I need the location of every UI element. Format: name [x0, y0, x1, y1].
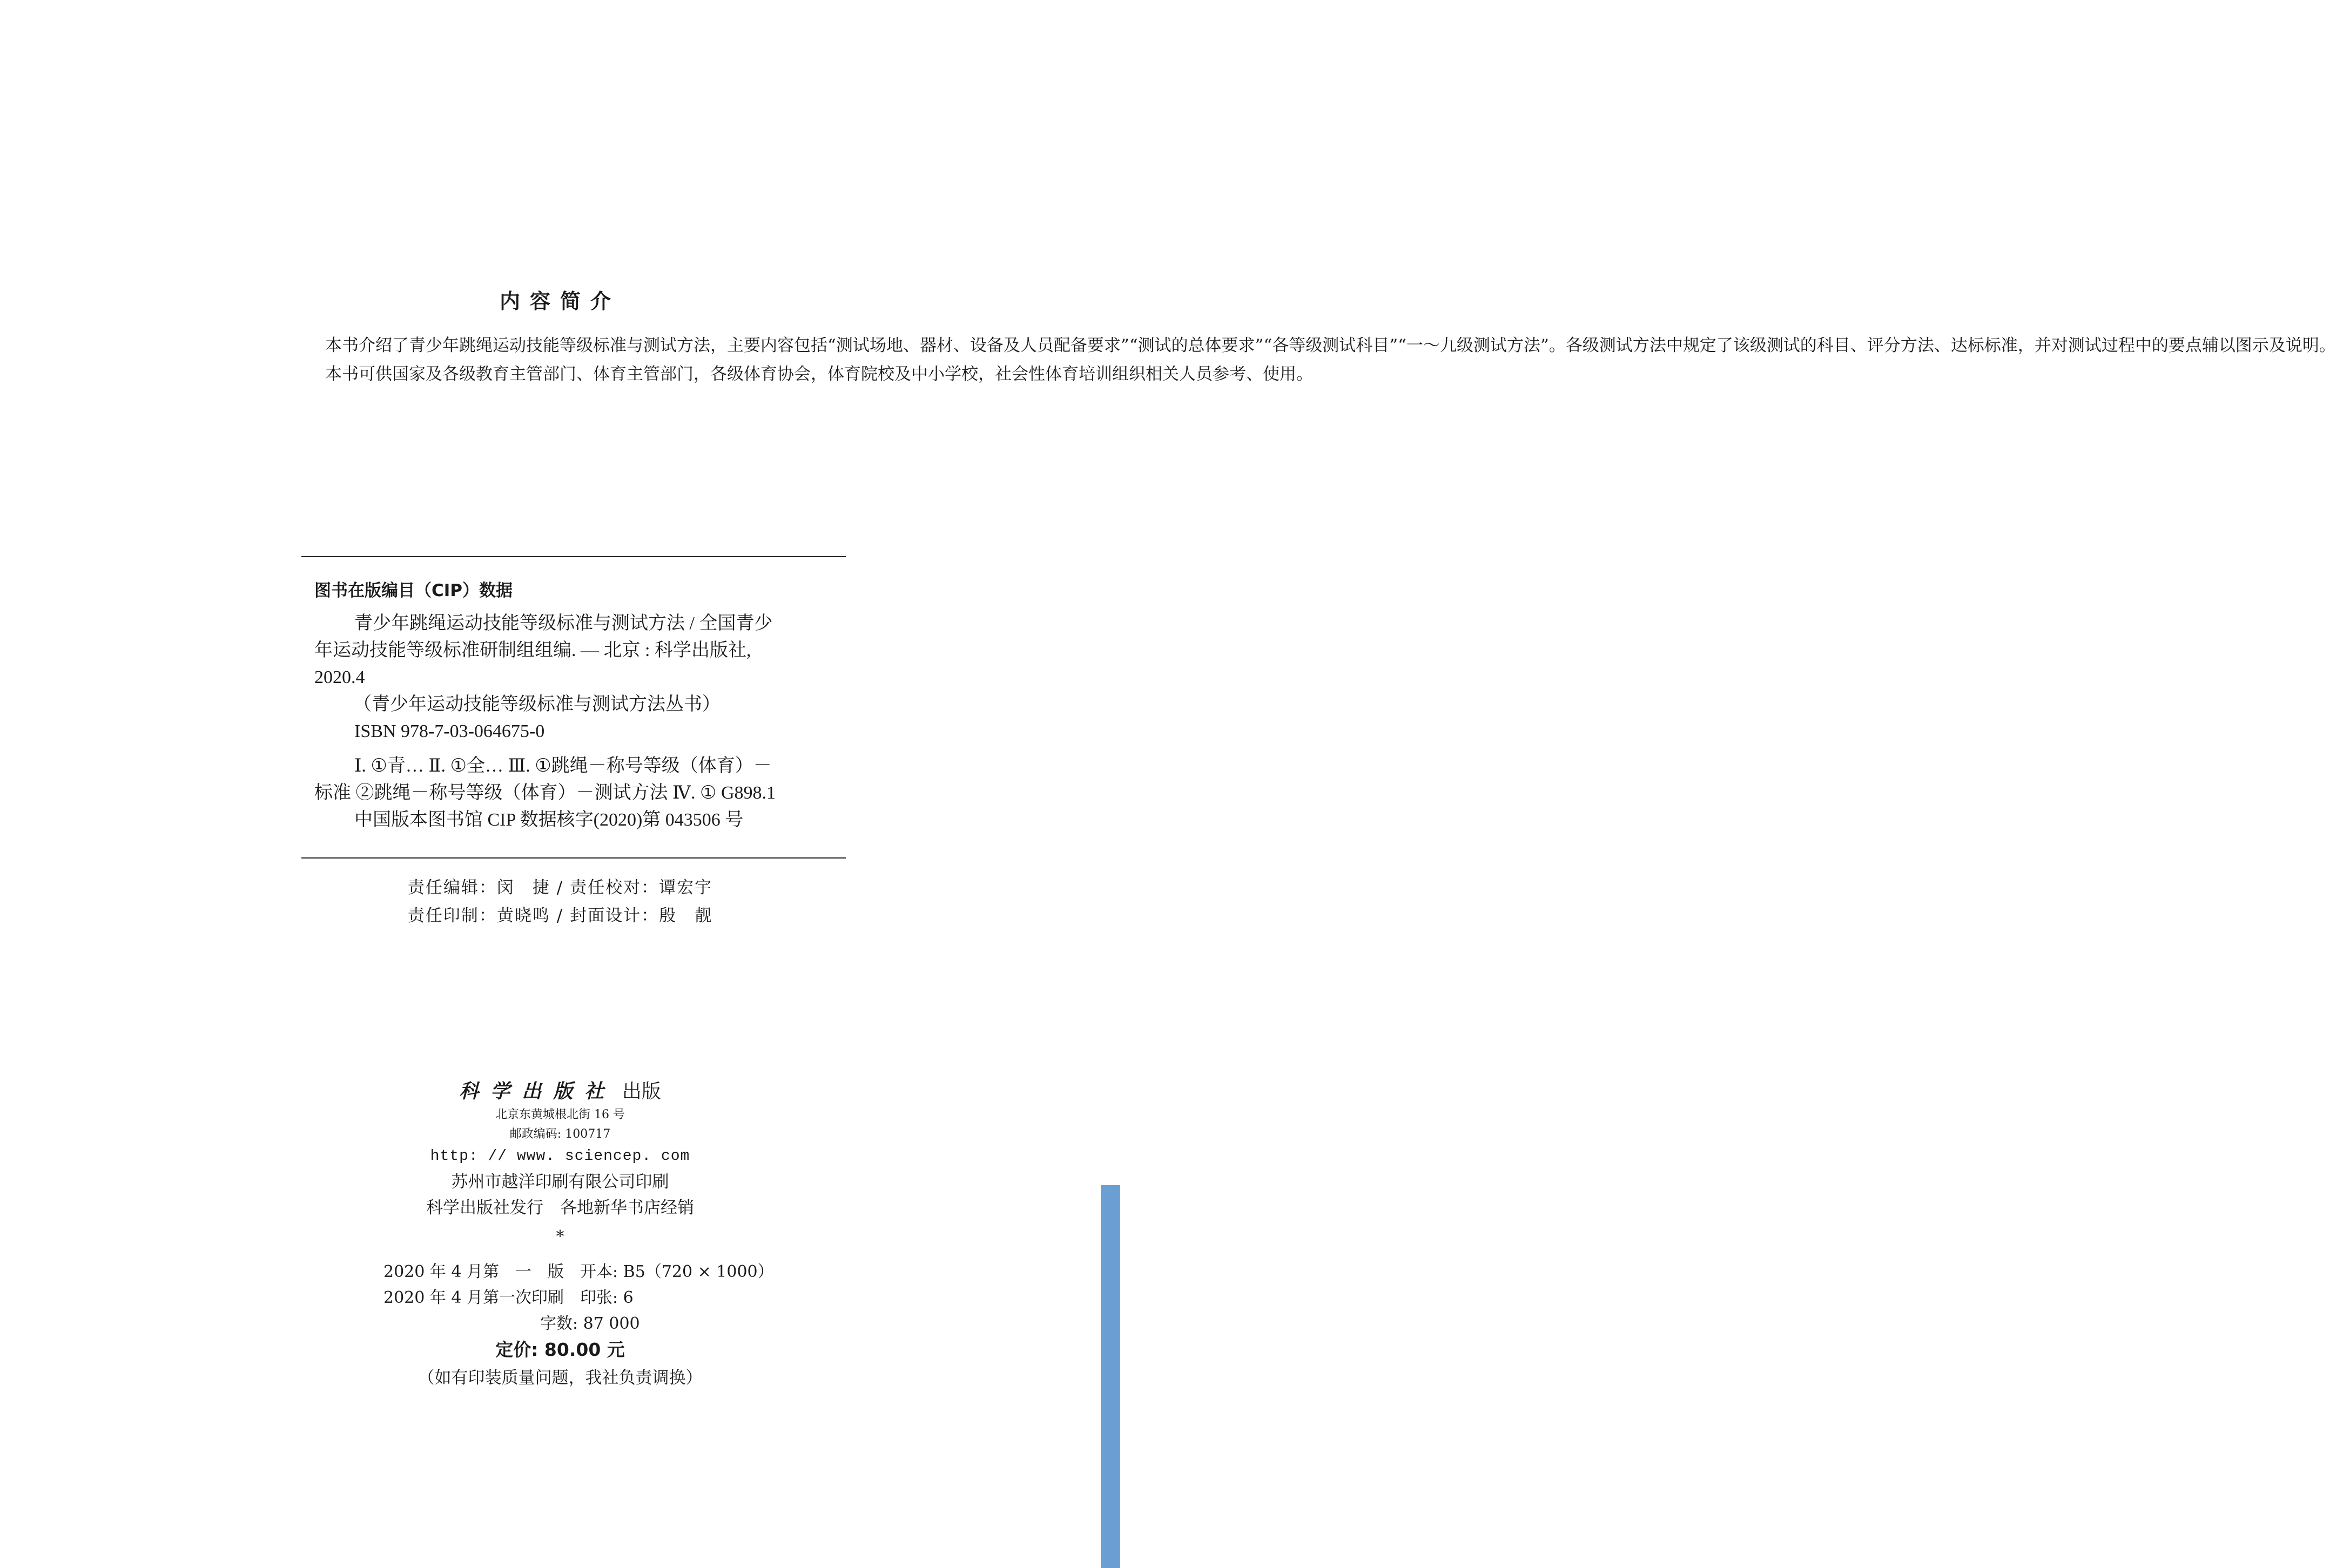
cip-line-7: 标准 ②跳绳－称号等级（体育）－测试方法 Ⅳ. ① G898.1	[314, 783, 776, 803]
cip-line-4: （青少年运动技能等级标准与测试方法丛书）	[353, 694, 721, 714]
cip-top-rule	[301, 556, 846, 557]
intro-paragraph-2: 本书可供国家及各级教育主管部门、体育主管部门，各级体育协会，体育院校及中小学校，社会性体育培训组织相关人员参考、使用。	[325, 364, 1313, 384]
editors-line-1: 责任编辑：闵 捷 / 责任校对：谭宏宇	[407, 878, 713, 897]
price: 定价: 80.00 元	[495, 1339, 625, 1360]
cip-record	[314, 610, 838, 834]
cip-line-6: Ⅰ. ①青… Ⅱ. ①全… Ⅲ. ①跳绳－称号等级（体育）－	[354, 756, 772, 776]
cip-heading: 图书在版编目（CIP）数据	[314, 581, 513, 600]
cip-bottom-rule	[301, 857, 846, 859]
editors-line-2: 责任印制：黄晓鸣 / 封面设计：殷 靓	[407, 906, 713, 925]
publisher-url: http: // www. sciencep. com	[430, 1148, 690, 1165]
cip-isbn: ISBN 978-7-03-064675-0	[354, 721, 545, 741]
publisher-address: 北京东黄城根北街 16 号	[495, 1108, 625, 1121]
distribution-line: 科学出版社发行 各地新华书店经销	[426, 1198, 694, 1218]
publisher-postcode: 邮政编码: 100717	[509, 1127, 611, 1141]
edition-spec: 2020 年 4 月第 一 版 开本: B5（720 × 1000）	[383, 1262, 774, 1281]
cip-line-3: 2020.4	[314, 667, 365, 687]
quality-note: （如有印装质量问题，我社负责调换）	[418, 1368, 703, 1388]
publisher-name: 科学出版社	[459, 1080, 616, 1103]
intro-paragraph-1: 本书介绍了青少年跳绳运动技能等级标准与测试方法，主要内容包括“测试场地、器材、设备及人员配备要求”“测试的总体要求”“各等级测试科目”“一～九级测试方法”。各级测试方法中规定了该级测试的科目、评分方法、达标标准，并对测试过程中的要点辅以图示及说明。	[325, 336, 2336, 355]
cip-line-8: 中国版本图书馆 CIP 数据核字(2020)第 043506 号	[354, 810, 744, 830]
printer-line: 苏州市越洋印刷有限公司印刷	[451, 1172, 669, 1192]
intro-title: 内容简介	[499, 289, 621, 313]
cip-line-2: 年运动技能等级标准研制组组编. — 北京 : 科学出版社,	[314, 640, 751, 660]
editors-block	[0, 874, 1120, 930]
separator-star: *	[556, 1227, 564, 1246]
word-count: 字数: 87 000	[540, 1314, 640, 1333]
publisher-line	[0, 1078, 1120, 1105]
publisher-suffix: 出版	[622, 1080, 661, 1103]
cip-line-1: 青少年跳绳运动技能等级标准与测试方法 / 全国青少	[354, 613, 773, 633]
printing-spec: 2020 年 4 月第一次印刷 印张: 6	[383, 1288, 634, 1307]
intro-body	[291, 332, 2336, 389]
publication-block	[0, 1078, 1120, 1253]
price-block	[0, 1336, 1120, 1392]
